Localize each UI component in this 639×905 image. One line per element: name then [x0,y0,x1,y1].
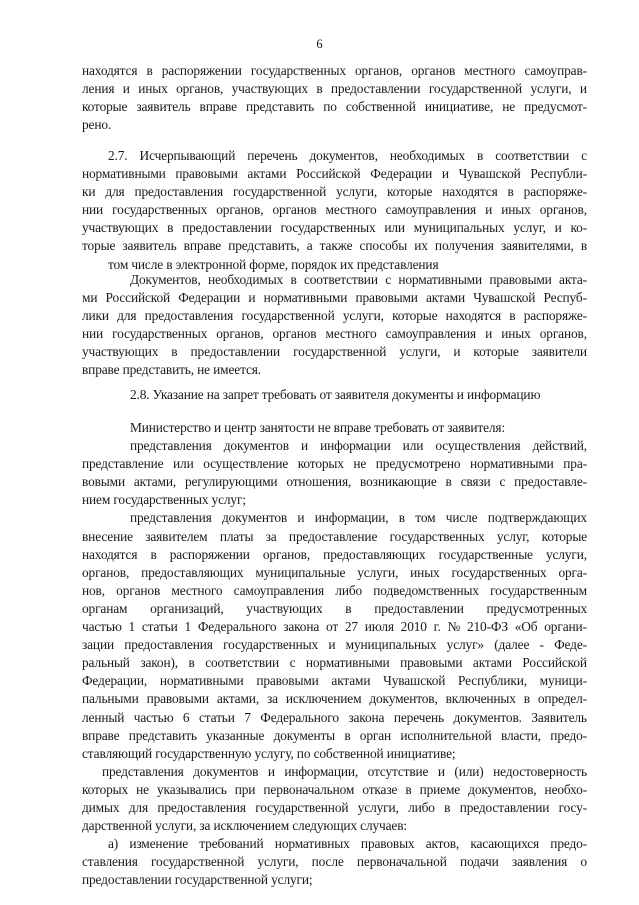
text-line: участвующих в предоставлении государственных или муниципальных услуг, и ко- [82,220,587,236]
text-line: а) изменение требований нормативных правовых актов, касающихся предо- [108,836,587,852]
text-line: ральный закон), в соответствии с нормативными правовыми актами Российской [82,655,587,671]
section-2-7-heading [82,147,587,274]
text-line: участвующих в предоставлении государственной услуги, и которые заявители [82,344,587,360]
text-line: находятся в распоряжении органов, предоставляющих государственные услуги, [82,546,587,562]
text-line: нии государственных органов, органов местного самоуправления и иных органов, [82,326,587,342]
text-line: представления документов и информации, отсутствие и (или) недостоверность [102,763,587,779]
text-line: частью 1 статьи 1 Федерального закона от 27 июля 2010 г. № 210-ФЗ «Об органи- [82,619,587,635]
text-line: нием государственных услуг; [82,492,246,508]
text-line: ки для предоставления государственной услуги, которые находятся в распоряже- [82,184,587,200]
text-line: рено. [82,117,112,133]
text-line: торые заявитель вправе представить, а также способы их получения заявителями, в [82,238,587,254]
text-line: ленный частью 6 статьи 7 Федерального закона перечень документов. Заявитель [82,709,587,725]
text-line: Федерации, нормативными правовыми актами Чувашской Республики, муници- [82,673,587,689]
text-line: органов, предоставляющих муниципальные услуги, иных государственных орга- [82,564,587,580]
text-line: нии государственных органов, органов местного самоуправления и иных органов, [82,202,587,218]
text-line: дарственной услуги, за исключением следующих случаев: [82,818,407,834]
text-line: ставляющий государственную услугу, по собственной инициативе; [82,745,456,761]
text-line: представление или осуществление которых не предусмотрено нормативными пра- [82,456,587,472]
page-number: 6 [316,37,323,51]
text-line: внесение заявителем платы за предоставление государственных услуг, которые [82,528,587,544]
text-line: 2.7. Исчерпывающий перечень документов, необходимых в соответствии с [108,148,587,163]
text-line: которых не указывались при первоначальном отказе в приеме документов, необхо- [82,781,587,797]
text-line: которые заявитель вправе представить по собственной инициативе, не предусмот- [82,99,587,115]
text-line: органам организаций, участвующих в предоставлении предусмотренных [82,600,587,616]
text-line: вправе представить, не имеется. [82,362,261,378]
paragraph-intro [82,62,587,134]
section-2-7-body [82,271,587,380]
text-line: нов, органов местного самоуправления либо подведомственных государственным [82,582,587,598]
text-line: находятся в распоряжении государственных органов, органов местного самоуправ- [82,63,587,78]
text-line: предоставлении государственной услуги; [82,872,313,888]
text-line: ления и иных органов, участвующих в предоставлении государственной услуги, и [82,81,587,97]
text-line: представления документов и информации, в том числе подтверждающих [130,510,587,526]
text-line: 2.8. Указание на запрет требовать от заявителя документы и информацию [130,387,541,402]
section-2-8-heading [82,386,587,404]
text-line: ми Российской Федерации и нормативными правовыми актами Чувашской Респуб- [82,290,587,306]
text-line: нормативными правовыми актами Российской Федерации и Чувашской Республи- [82,166,587,182]
section-2-8-body [82,419,587,889]
text-line: том числе в электронной форме, порядок их представления [108,256,439,272]
text-line: зации предоставления государственных и муниципальных услуг» (далее - Феде- [82,637,587,653]
text-line: вовыми актами, регулирующими отношения, возникающие в связи с предоставле- [82,474,587,490]
text-line: Министерство и центр занятости не вправе требовать от заявителя: [130,420,506,435]
text-line: представления документов и информации или осуществления действий, [130,438,587,454]
text-line: вправе представить указанные документы в орган исполнительной власти, предо- [82,727,587,743]
text-line: Документов, необходимых в соответствии с нормативными правовыми акта- [130,272,587,287]
text-line: лики для предоставления государственной услуги, которые находятся в распоряже- [82,308,587,324]
text-line: ставления государственной услуги, после первоначальной подачи заявления о [82,854,587,870]
text-line: димых для предоставления государственной услуги, либо в предоставлении госу- [82,799,587,815]
text-line: пальными правовыми актами, за исключением документов, включенных в определ- [82,691,587,707]
